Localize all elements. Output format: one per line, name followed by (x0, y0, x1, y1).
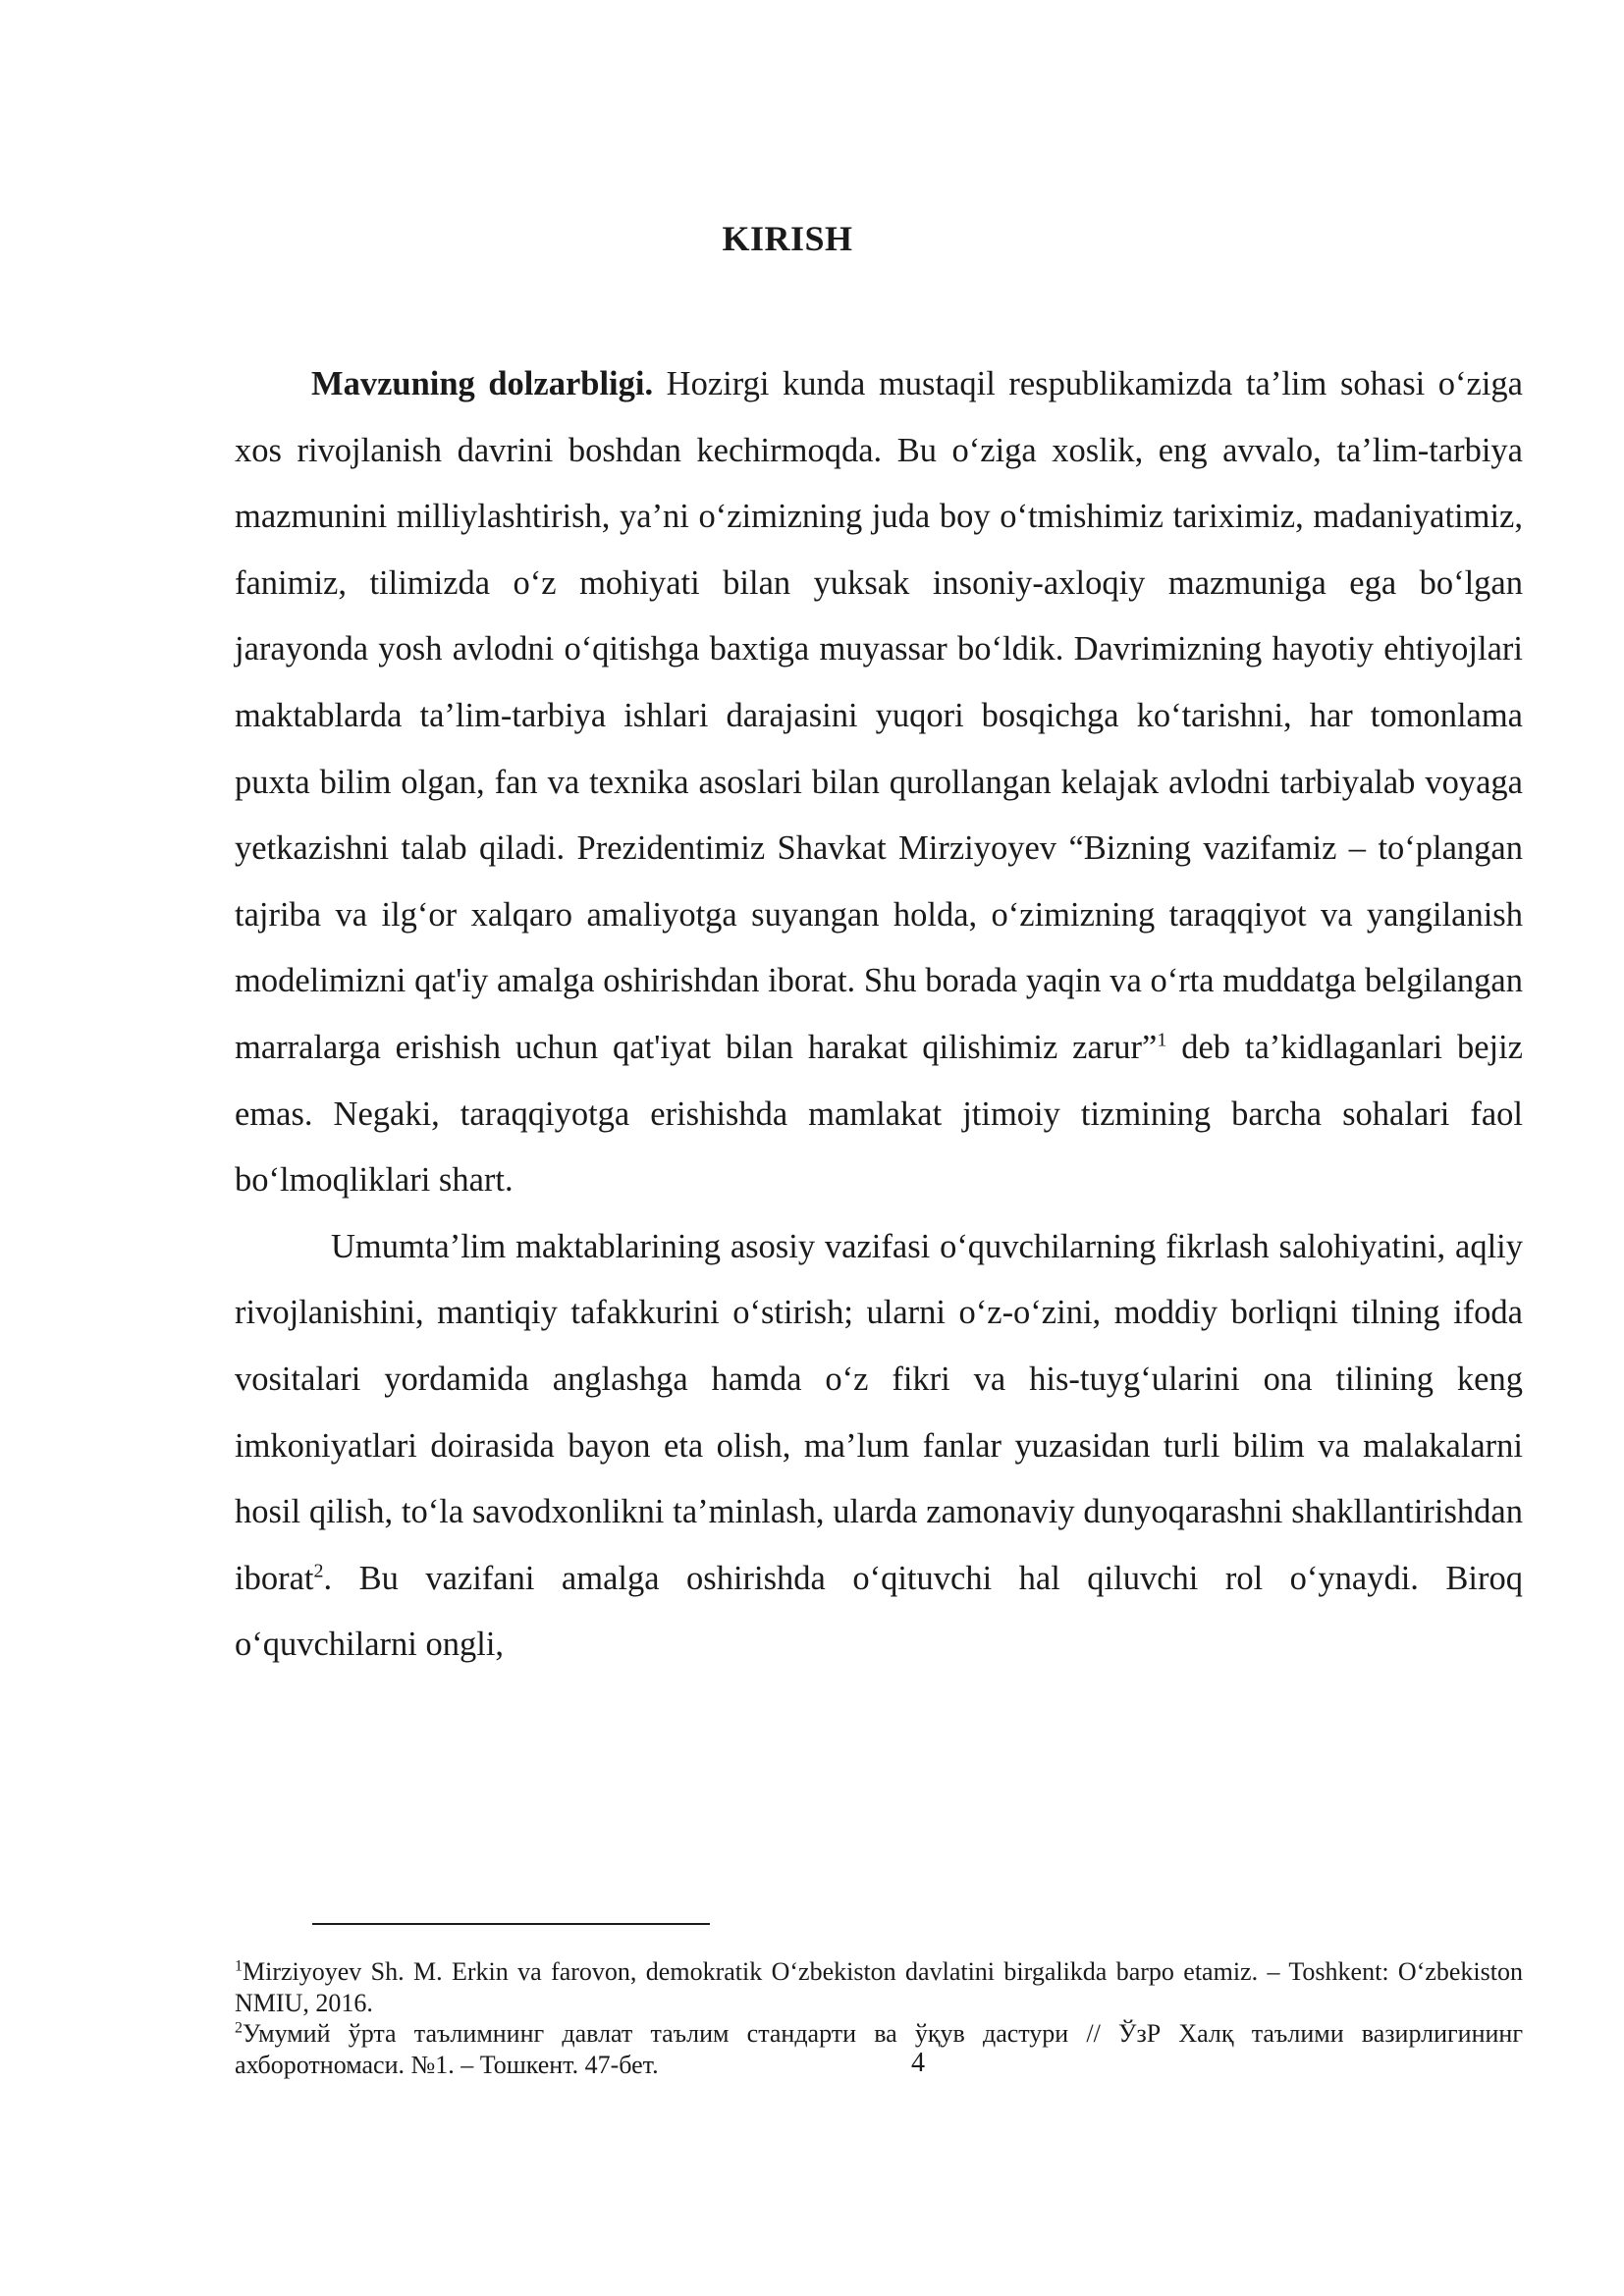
paragraph-text: deb ta’kidlaganlari bejiz emas. Negaki, taraqqiyotga erishishda mamlakat jtimoiy tizmining barcha sohalari faol bo‘lmoqliklari shart. (235, 1028, 1523, 1200)
page-number: 4 (911, 2048, 925, 2078)
footnote-reference[interactable]: 2 (313, 1560, 324, 1582)
footnote-text: Умумий ўрта таълимнинг давлат таълим стандарти ва ўқув дастури // ЎзР Халқ таълими вазирлигининг ахборотномаси. №1. – Тошкент. 47-бет. (235, 2019, 1523, 2079)
footnote-reference[interactable]: 1 (1157, 1029, 1167, 1051)
paragraph-text: Hozirgi kunda mustaqil respublikamizda ta’lim sohasi o‘ziga xos rivojlanish davrini boshdan kechirmoqda. Bu o‘ziga xoslik, eng avvalo, ta’lim-tarbiya mazmunini milliylashtirish, ya’ni o‘zimizning juda boy o‘tmishimiz tariximiz, madaniyatimiz, fanimiz, tilimizda o‘z mohiyati bilan yuksak insoniy-axloqiy mazmuniga ega bo‘lgan jarayonda yosh avlodni o‘qitishga baxtiga muyassar bo‘ldik. Davrimizning hayotiy ehtiyojlari maktablarda ta’lim-tarbiya ishlari darajasini yuqori bosqichga ko‘tarishni, har tomonlama puxta bilim olgan, fan va texnika asoslari bilan qurollangan kelajak avlodni tarbiyalab voyaga yetkazishni talab qiladi. Prezidentimiz Shavkat Mirziyoyev “Bizning vazifamiz – to‘plangan tajriba va ilg‘or xalqaro amaliyotga suyangan holda, o‘zimizning taraqqiyot va yangilanish modelimizni qat'iy amalga oshirishdan iborat. Shu borada yaqin va o‘rta muddatga belgilangan marralarga erishish uchun qat'iyat bilan harakat qilishimiz zarur” (235, 365, 1523, 1066)
footnote-separator (312, 1923, 710, 1925)
footnote-text: Mirziyoyev Sh. M. Erkin va farovon, demokratik O‘zbekiston davlatini birgalikda barpo etamiz. – Toshkent: O‘zbekiston NMIU, 2016. (235, 1957, 1523, 2017)
section-heading: KIRISH (722, 219, 853, 258)
paragraph-lead: Mavzuning dolzarbligi. (311, 365, 654, 402)
body-text (235, 351, 1523, 1679)
paragraph-relevance (235, 351, 1523, 1214)
footnote-marker: 2 (235, 2019, 243, 2037)
paragraph-school-tasks (235, 1214, 1523, 1679)
paragraph-text: . Bu vazifani amalga oshirishda o‘qituvchi hal qiluvchi rol o‘ynaydi. Biroq o‘quvchilarni ongli, (235, 1559, 1523, 1664)
footnote-item (235, 1956, 1523, 2018)
footnote-marker: 1 (235, 1957, 243, 1975)
paragraph-text: Umumta’lim maktablarining asosiy vazifasi o‘quvchilarning fikrlash salohiyatini, aqliy rivojlanishini, mantiqiy tafakkurini o‘stirish; ularni o‘z-o‘zini, moddiy borliqni tilning ifoda vositalari yordamida anglashga hamda o‘z fikri va his-tuyg‘ularini ona tilining keng imkoniyatlari doirasida bayon eta olish, ma’lum fanlar yuzasidan turli bilim va malakalarni hosil qilish, to‘la savodxonlikni ta’minlash, ularda zamonaviy dunyoqarashni shakllantirishdan iborat (235, 1227, 1523, 1597)
